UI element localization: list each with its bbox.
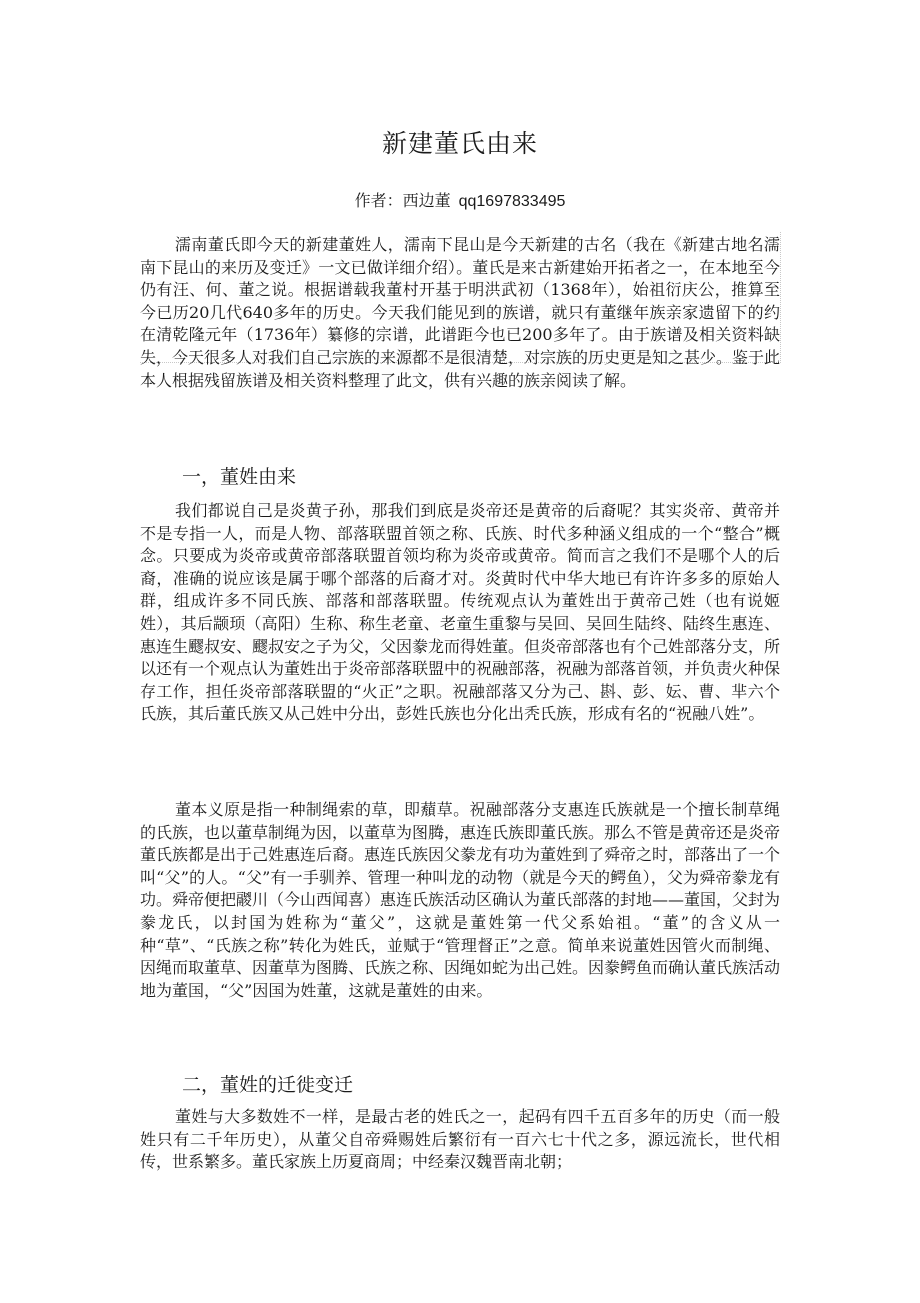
- migration-paragraph-1: 董姓与大多数姓不一样，是最古老的姓氏之一，起码有四千五百多年的历史（而一般姓只有二千年历史），从董父自帝舜赐姓后繁衍有一百六七十代之多，源远流长，世代相传，世系繁多。董氏家族上历夏商周；中经秦汉魏晋南北朝；: [140, 1107, 780, 1172]
- section-heading-origin: 一，董姓由来: [182, 466, 297, 488]
- section-heading-migration: 二，董姓的迁徙变迁: [182, 1074, 354, 1096]
- origin-paragraph-2: 董本义原是指一种制绳索的草，即蘈草。祝融部落分支惠连氏族就是一个擅长制草绳的氏族，也以董草制绳为因，以董草为图腾，惠连氏族即董氏族。那么不管是黄帝还是炎帝董氏族都是出于己姓惠连后裔。惠连氏族因父豢龙有功为董姓到了舜帝之时，部落出了一个叫“父”的人。“父”有一手驯养、管理一种叫龙的动物（就是今天的鳄鱼），父为舜帝豢龙有功。舜帝便把鬷川（今山西闻喜）惠连氏族活动区确认为董氏部落的封地——董国，父封为豢龙氏，以封国为姓称为“董父”，这就是董姓第一代父系始祖。“董”的含义从一种“草”、“氏族之称”转化为姓氏，並赋于“管理督正”之意。简单来说董姓因管火而制绳、因绳而取董草、因董草为图腾、氏族之称、因绳如蛇为出己姓。因豢鳄鱼而确认董氏族活动地为董国，“父”因国为姓董，这就是董姓的由来。: [140, 800, 781, 1000]
- document-title: 新建董氏由来: [381, 129, 538, 158]
- author-line: [0, 188, 920, 211]
- author-qq: qq1697833495: [458, 193, 566, 210]
- origin-paragraph-1: 我们都说自己是炎黄子孙，那我们到底是炎帝还是黄帝的后裔呢？其实炎帝、黄帝并不是专指一人，而是人物、部落联盟首领之称、氏族、时代多种涵义组成的一个“整合”概念。只要成为炎帝或黄帝部落联盟首领均称为炎帝或黄帝。简而言之我们不是哪个人的后裔，准确的说应该是属于哪个部落的后裔才对。炎黄时代中华大地已有许许多多的原始人群，组成许多不同氏族、部落和部落联盟。传统观点认为董姓出于黄帝己姓（也有说姬姓），其后颛顼（高阳）生称、称生老童、老童生重黎与吴回、吴回生陆终、陆终生惠连、惠连生飂叔安、飂叔安之子为父，父因豢龙而得姓董。但炎帝部落也有个己姓部落分支，所以还有一个观点认为董姓出于炎帝部落联盟中的祝融部落，祝融为部落首领，并负责火种保存工作，担任炎帝部落联盟的“火正”之职。祝融部落又分为己、斟、彭、妘、曹、芈六个氏族，其后董氏族又从己姓中分出，彭姓氏族也分化出秃氏族，形成有名的“祝融八姓”。: [140, 501, 781, 724]
- author-name: 作者：西边董: [354, 191, 451, 210]
- intro-paragraph: 濡南董氏即今天的新建董姓人，濡南下昆山是今天新建的古名（我在《新建古地名濡南下昆山的来历及变迁》一文已做详细介绍）。董氏是来古新建始开拓者之一，在本地至今仍有汪、何、董之说。根据谱载我董村开基于明洪武初（1368年），始祖衍庆公，推算至今已历20几代640多年的历史。今天我们能见到的族谱，就只有董继年族亲家遗留下的约在清乾隆元年（1736年）纂修的宗谱，此谱距今也已200多年了。由于族谱及相关资料缺失，今天很多人对我们自己宗族的来源都不是很清楚，对宗族的历史更是知之甚少。鉴于此本人根据残留族谱及相关资料整理了此文，供有兴趣的族亲阅读了解。: [140, 235, 781, 390]
